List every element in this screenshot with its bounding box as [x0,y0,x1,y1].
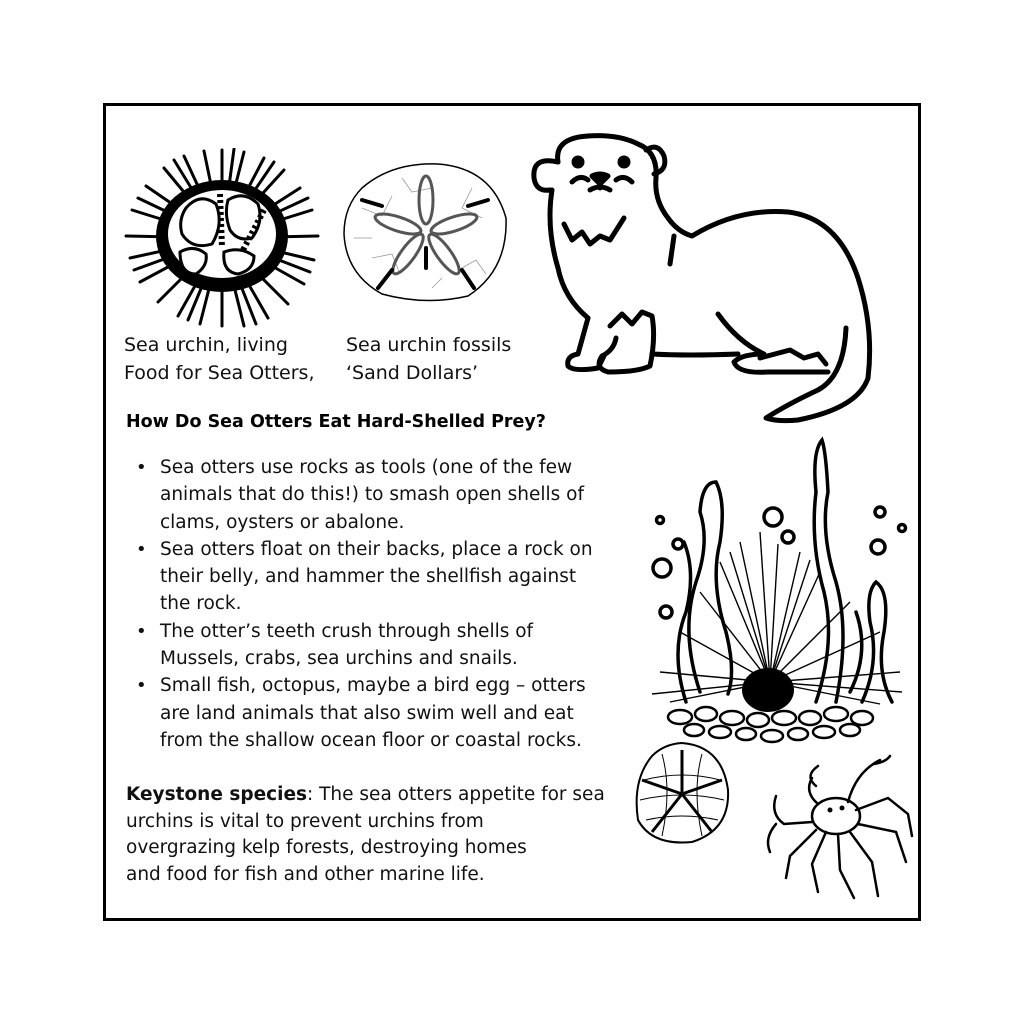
kelp-urchin-illustration [640,432,915,757]
otter-illustration [528,128,898,428]
bullet-line: animals that do this!) to smash open shells of [160,484,585,506]
bullet-item [126,618,626,673]
bullet-line: • The otter’s teeth crush through shells of [160,620,534,642]
keystone-line: urchins is vital to prevent urchins from [126,810,484,832]
keystone-term: Keystone species [126,784,308,805]
living-urchin-caption [124,331,315,387]
bullet-line: • Small fish, octopus, maybe a bird egg – otters [160,675,586,697]
caption-line: ‘Sand Dollars’ [346,362,479,384]
bullet-line: • Sea otters float on their backs, place a rock on [160,538,593,560]
bullet-line: are land animals that also swim well and eat [160,702,574,724]
bullet-item [126,536,626,618]
bullet-line: • Sea otters use rocks as tools (one of the few [160,457,573,478]
sea-urchin-icon [124,148,320,328]
sand-dollar-caption [346,331,511,387]
bullet-item [126,672,626,754]
bullet-line: from the shallow ocean floor or coastal rocks. [160,729,582,751]
bullet-item [126,454,626,536]
caption-line: Sea urchin fossils [346,334,512,356]
bullet-line: Mussels, crabs, sea urchins and snails. [160,648,518,670]
sand-dollar-icon [342,158,510,304]
caption-line: Sea urchin, living [124,334,288,356]
bullet-line: clams, oysters or abalone. [160,511,405,533]
sand-dollar-icon [632,740,732,846]
bullet-list [126,454,626,754]
keystone-line: overgrazing kelp forests, destroying homes [126,837,527,858]
caption-line: Food for Sea Otters, [124,362,315,384]
crab-icon [760,752,918,902]
bullet-line: their belly, and hammer the shellfish against [160,566,577,588]
keystone-line [126,782,616,809]
section-heading: How Do Sea Otters Eat Hard-Shelled Prey? [126,412,546,432]
bullet-line: the rock. [160,593,242,615]
otter-icon [528,128,898,428]
sand-dollar-bottom-illustration [632,740,732,846]
keystone-line: and food for fish and other marine life. [126,863,485,885]
kelp-urchin-icon [640,432,915,757]
sand-dollar-illustration [342,158,510,304]
crab-illustration [760,752,918,902]
sea-urchin-illustration [124,148,320,328]
keystone-text: : The sea otters appetite for sea [307,784,605,805]
keystone-paragraph [126,782,616,888]
